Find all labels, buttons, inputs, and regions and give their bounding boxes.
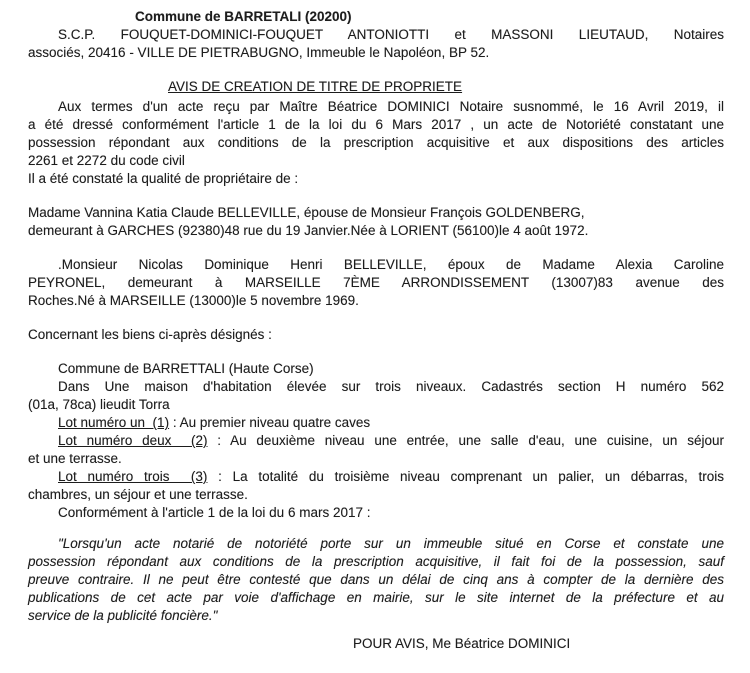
owners-intro: Il a été constaté la qualité de propriétaire de : bbox=[28, 171, 299, 186]
quote-line-5: service de la publicité foncière." bbox=[28, 608, 218, 623]
owner2-line-3: Roches.Né à MARSEILLE (13000)le 5 novembre 1969. bbox=[28, 293, 359, 308]
quote-line-3: preuve contraire. Il ne peut être contesté que dans un délai de cinq ans à compter de la dernière des bbox=[28, 572, 724, 587]
lot-1-line bbox=[28, 414, 724, 432]
owner1-line-2: demeurant à GARCHES (92380)48 rue du 19 Janvier.Née à LORIENT (56100)le 4 août 1972. bbox=[28, 223, 589, 238]
law-reference-line: Conformément à l'article 1 de la loi du 6 mars 2017 : bbox=[58, 505, 371, 520]
owner2-paragraph bbox=[28, 256, 724, 310]
owner1-line-1: Madame Vannina Katia Claude BELLEVILLE, épouse de Monsieur François GOLDENBERG, bbox=[28, 205, 585, 220]
lot-2-line-1 bbox=[28, 432, 724, 450]
notary-line-1: S.C.P. FOUQUET-DOMINICI-FOUQUET ANTONIOTTI et MASSONI LIEUTAUD, Notaires bbox=[58, 27, 724, 42]
intro-line-2: a été dressé conformément l'article 1 de la loi du 6 Mars 2017 , un acte de Notoriété constatant une bbox=[28, 117, 724, 132]
owner2-line-2: PEYRONEL, demeurant à MARSEILLE 7ÈME ARRONDISSEMENT (13007)83 avenue des bbox=[28, 275, 724, 290]
intro-line-4: 2261 et 2272 du code civil bbox=[28, 153, 185, 168]
concerning-line: Concernant les biens ci-après désignés : bbox=[28, 327, 272, 342]
owner2-line-1: .Monsieur Nicolas Dominique Henri BELLEVILLE, époux de Madame Alexia Caroline bbox=[58, 257, 724, 272]
intro-line-3: possession répondant aux conditions de la prescription acquisitive et aux dispositions des articles bbox=[28, 135, 724, 150]
quote-line-1: "Lorsqu'un acte notarié de notoriété porte sur un immeuble situé en Corse et constate une bbox=[58, 536, 724, 551]
quote-line-4: publications de cet acte par voie d'affichage en mairie, sur le site internet de la préfecture et au bbox=[28, 590, 724, 605]
law-quote-paragraph bbox=[28, 535, 724, 625]
lot-3-line-1 bbox=[28, 468, 724, 486]
lot-1 bbox=[28, 414, 724, 432]
lot-2-label: Lot numéro deux (2) bbox=[58, 433, 208, 448]
quote-line-2: possession répondant aux conditions de la prescription acquisitive, il fait foi de la possession, sauf bbox=[28, 554, 724, 569]
lot-2 bbox=[28, 432, 724, 468]
lot-3-line-2: chambres, un séjour et une terrasse. bbox=[28, 487, 248, 502]
signature-line: POUR AVIS, Me Béatrice DOMINICI bbox=[353, 636, 571, 651]
notice-heading: AVIS DE CREATION DE TITRE DE PROPRIETE bbox=[168, 79, 463, 94]
property-line-2: (01a, 78ca) lieudit Torra bbox=[28, 397, 170, 412]
intro-line-1: Aux termes d'un acte reçu par Maître Béatrice DOMINICI Notaire susnommé, le 16 Avril 2019, il bbox=[58, 99, 724, 114]
lot-3-label: Lot numéro trois (3) bbox=[58, 469, 208, 484]
property-line-1: Dans Une maison d'habitation élevée sur trois niveaux. Cadastrés section H numéro 562 bbox=[58, 379, 724, 394]
owner1-paragraph bbox=[28, 204, 724, 240]
lot-1-text: : Au premier niveau quatre caves bbox=[169, 415, 371, 430]
commune-title: Commune de BARRETALI (20200) bbox=[135, 9, 352, 24]
property-description bbox=[28, 378, 724, 414]
notary-line-2: associés, 20416 - VILLE DE PIETRABUGNO, Immeuble le Napoléon, BP 52. bbox=[28, 45, 490, 60]
lot-3 bbox=[28, 468, 724, 504]
intro-paragraph bbox=[28, 98, 724, 170]
notary-paragraph bbox=[28, 26, 724, 62]
lot-1-label: Lot numéro un (1) bbox=[58, 415, 170, 430]
lot-2-text: : Au deuxième niveau une entrée, une salle d'eau, une cuisine, un séjour bbox=[207, 433, 724, 448]
commune-property-line: Commune de BARRETTALI (Haute Corse) bbox=[58, 361, 314, 376]
lot-3-text: : La totalité du troisième niveau comprenant un palier, un débarras, trois bbox=[207, 469, 725, 484]
lot-2-line-2: et une terrasse. bbox=[28, 451, 122, 466]
